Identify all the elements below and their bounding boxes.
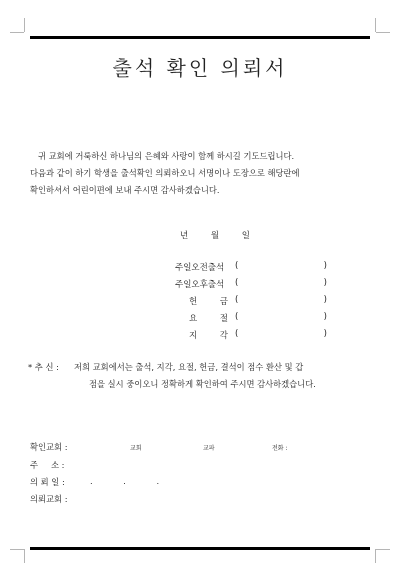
close-paren: ) [323, 295, 327, 305]
item-offering [175, 295, 327, 307]
note-line-2: 점을 실시 중이오니 정확하게 확인하여 주시면 감사하겠습니다. [89, 379, 316, 389]
crop-mark-br-v [375, 549, 376, 563]
close-paren: ) [323, 329, 327, 339]
crop-mark-tr-h [376, 32, 390, 33]
open-paren: ( [235, 295, 239, 305]
year-char: 년 [180, 231, 189, 241]
requesting-church-label: 의뢰교회 : [30, 494, 68, 504]
body-line-2: 다음과 같이 하기 학생을 출석확인 의뢰하오니 서명이나 도장으로 해당란에 [30, 168, 300, 178]
phone-label: 전화 : [272, 445, 288, 452]
item-afternoon-attendance [175, 278, 327, 290]
note-line-1: 저희 교회에서는 출석, 지각, 요절, 헌금, 결석이 점수 환산 및 갑 [74, 362, 304, 372]
document-title: 출석 확인 의뢰서 [112, 56, 288, 80]
open-paren: ( [235, 278, 239, 288]
item-morning-attendance [175, 261, 327, 273]
item-label: 요 절 [189, 314, 228, 324]
date-row [180, 229, 250, 241]
item-label: 주일오전출석 [175, 263, 225, 273]
crop-mark-tl-v [24, 18, 25, 32]
pastor-suffix: 교파 [203, 445, 215, 452]
address-label: 주 소 : [30, 460, 65, 470]
body-line-3: 확인하셔서 어린이편에 보내 주시면 감사하겠습니다. [30, 185, 220, 195]
month-char: 월 [210, 231, 220, 241]
note-prefix: * 추 신 : [28, 362, 59, 372]
day-char: 일 [241, 231, 250, 241]
top-rule [30, 36, 370, 39]
open-paren: ( [235, 261, 239, 271]
item-verse [175, 312, 327, 324]
item-label: 지 각 [189, 331, 228, 341]
crop-mark-tl-h [10, 32, 24, 33]
item-late [175, 329, 327, 341]
close-paren: ) [323, 261, 327, 271]
request-date-dots: . . . [90, 476, 174, 486]
church-suffix: 교회 [130, 445, 142, 452]
body-line-1: 귀 교회에 거룩하신 하나님의 은혜와 사랑이 함께 하시길 기도드립니다. [38, 151, 295, 161]
crop-mark-br-h [376, 549, 390, 550]
crop-mark-bl-h [10, 549, 24, 550]
item-label: 주일오후출석 [175, 280, 225, 290]
close-paren: ) [323, 312, 327, 322]
crop-mark-tr-v [375, 18, 376, 32]
item-label: 헌 금 [189, 297, 228, 307]
confirm-church-label: 확인교회 : [30, 442, 68, 452]
bottom-rule [30, 547, 370, 550]
close-paren: ) [323, 278, 327, 288]
open-paren: ( [235, 329, 239, 339]
open-paren: ( [235, 312, 239, 322]
crop-mark-bl-v [24, 549, 25, 563]
request-date-label: 의 뢰 일 : [30, 477, 65, 487]
